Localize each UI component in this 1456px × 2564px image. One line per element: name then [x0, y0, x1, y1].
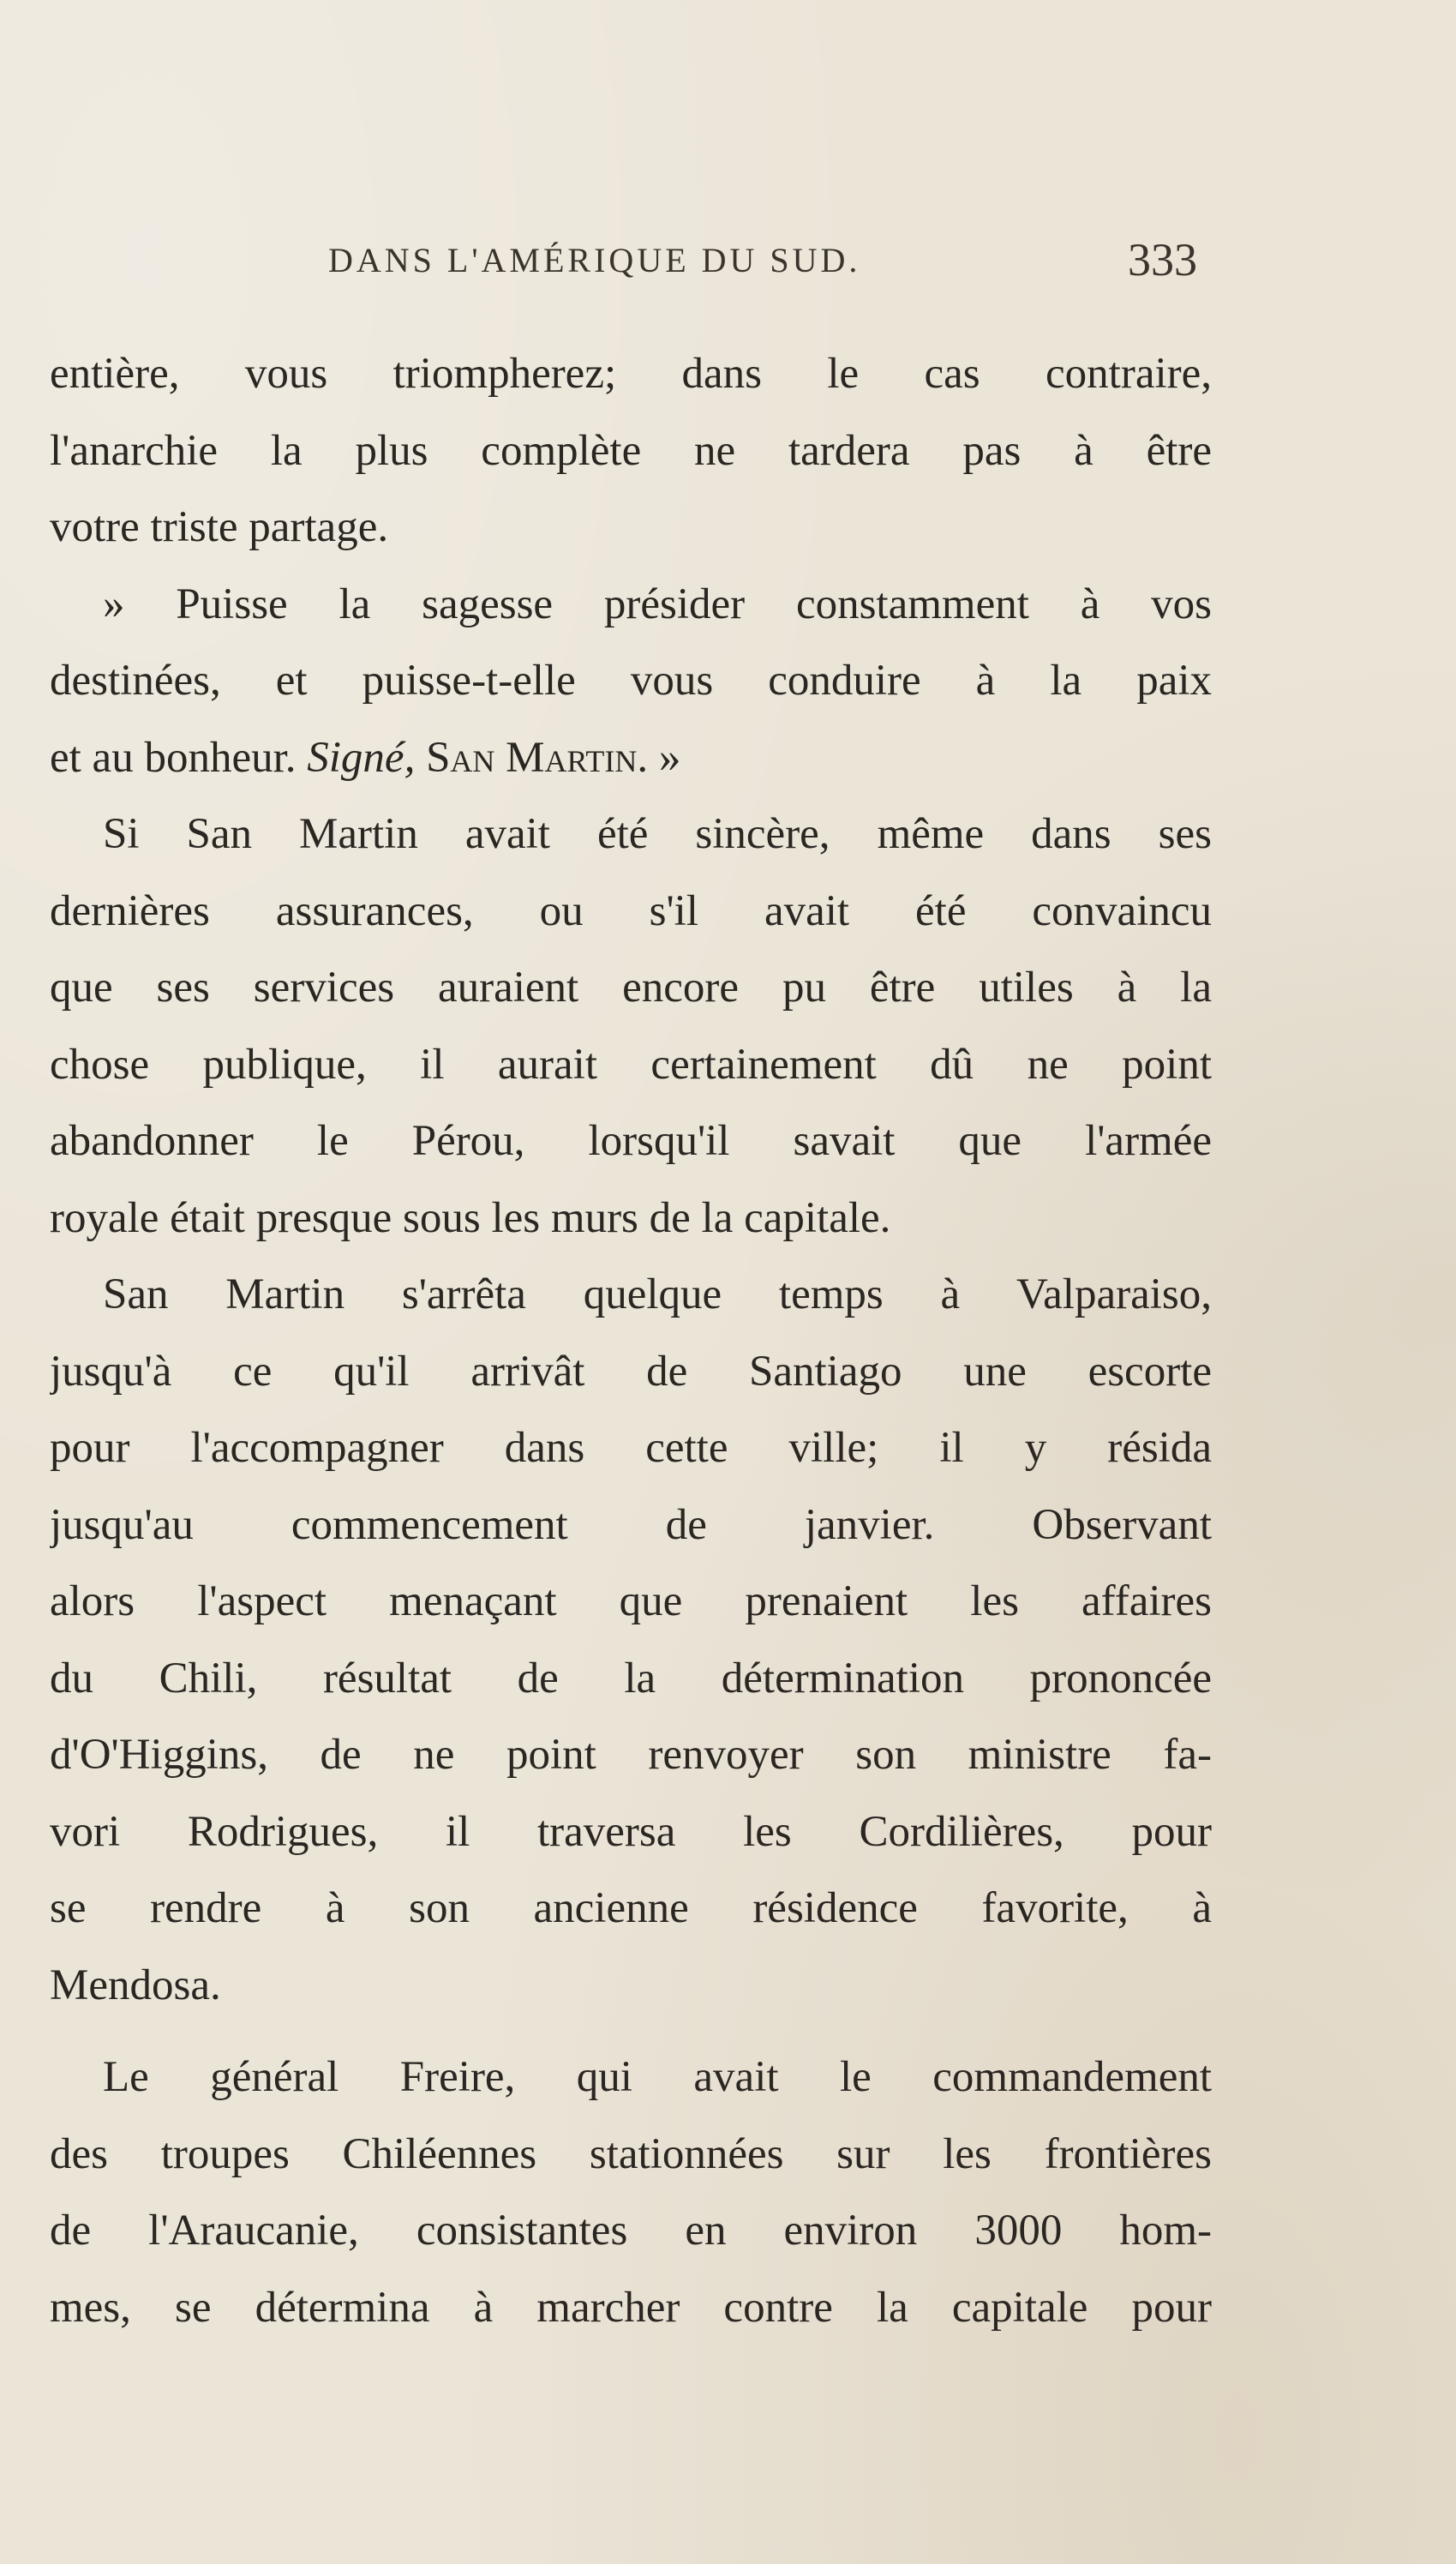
signature-line — [50, 720, 1212, 797]
text-line: de l'Araucanie, consistantes en environ 3000 hom- — [50, 2207, 1212, 2255]
text-line: royale était presque sous les murs de la capitale. — [50, 1193, 891, 1242]
text-line: entière, vous triompherez; dans le cas contraire, — [50, 350, 1212, 398]
text-line: que ses services auraient encore pu être utiles à la — [50, 964, 1212, 1012]
text-line: Si San Martin avait été sincère, même dans ses — [103, 810, 1212, 858]
running-head: DANS L'AMÉRIQUE DU SUD. — [328, 241, 861, 279]
text-line: chose publique, il aurait certainement dû ne point — [50, 1040, 1212, 1089]
text-line: jusqu'à ce qu'il arrivât de Santiago une escorte — [50, 1347, 1212, 1396]
text-line: jusqu'au commencement de janvier. Observant — [50, 1500, 1212, 1549]
signature-suffix: . » — [637, 733, 681, 782]
text-line: du Chili, résultat de la détermination prononcée — [50, 1654, 1212, 1702]
signed-word: Signé — [307, 733, 404, 782]
text-line: vori Rodrigues, il traversa les Cordilières, pour — [50, 1807, 1212, 1856]
signature-prefix: et au bonheur. — [50, 733, 308, 782]
text-line: pour l'accompagner dans cette ville; il y résida — [50, 1424, 1212, 1472]
page-header — [0, 233, 1456, 302]
text-line: d'O'Higgins, de ne point renvoyer son ministre fa- — [50, 1731, 1212, 1779]
page-number: 333 — [1128, 234, 1197, 285]
text-line: votre triste partage. — [50, 503, 389, 551]
text-line: destinées, et puisse-t-elle vous conduire à la paix — [50, 657, 1212, 705]
text-line: des troupes Chiléennes stationnées sur les frontières — [50, 2129, 1212, 2178]
text-line: l'anarchie la plus complète ne tardera pas à être — [50, 426, 1212, 475]
text-line: Mendosa. — [50, 1961, 221, 2009]
signature-separator: , — [404, 733, 427, 782]
text-line: abandonner le Pérou, lorsqu'il savait que l'armée — [50, 1117, 1212, 1165]
text-line: se rendre à son ancienne résidence favorite, à — [50, 1884, 1212, 1932]
text-line: San Martin s'arrêta quelque temps à Valparaiso, — [103, 1270, 1212, 1318]
text-line: » Puisse la sagesse présider constamment à vos — [103, 579, 1212, 628]
text-line: mes, se détermina à marcher contre la capitale pour — [50, 2283, 1212, 2332]
text-line: alors l'aspect menaçant que prenaient les affaires — [50, 1577, 1212, 1625]
text-line: dernières assurances, ou s'il avait été convaincu — [50, 886, 1212, 935]
body-text — [50, 336, 1212, 2346]
text-line: Le général Freire, qui avait le commandement — [103, 2053, 1212, 2101]
signatory-name: San Martin — [426, 733, 638, 782]
